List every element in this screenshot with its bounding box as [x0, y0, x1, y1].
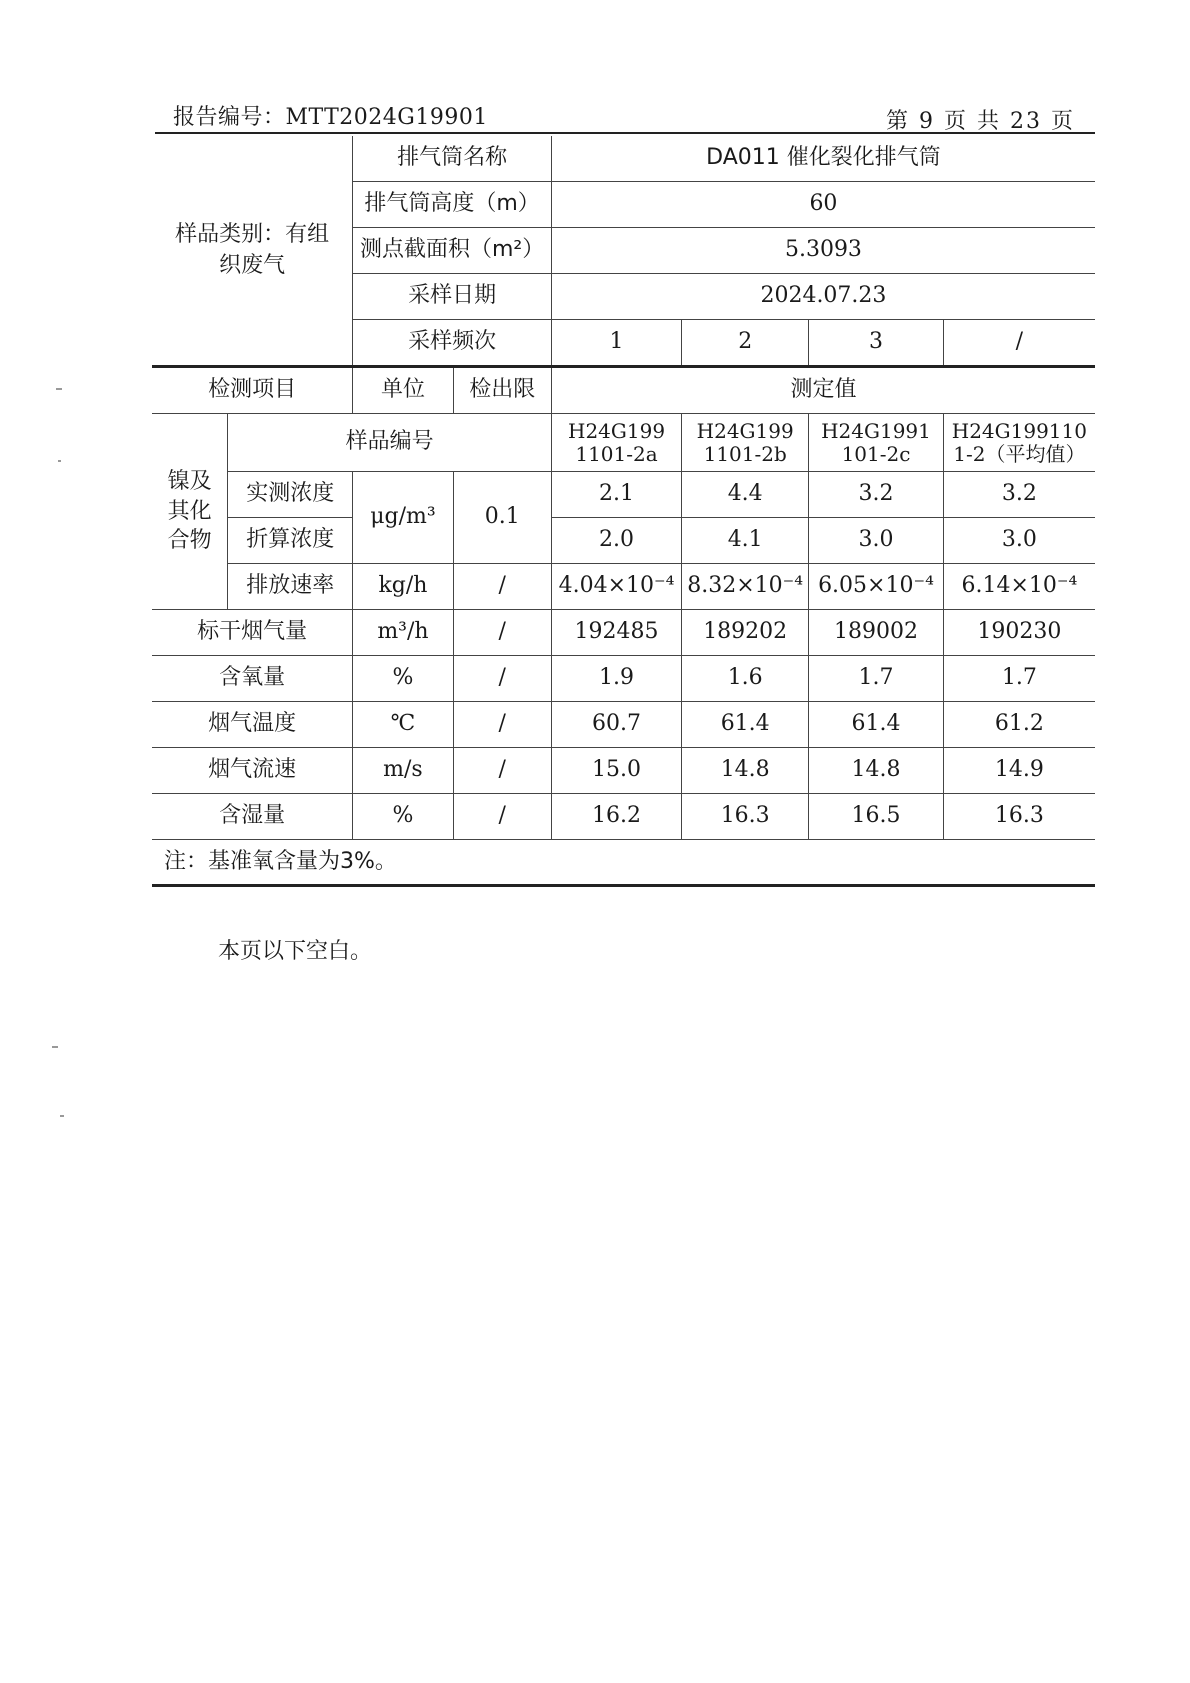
conc-unit: μg/m³ — [353, 472, 453, 564]
converted-conc-value: 3.0 — [809, 518, 944, 564]
emission-rate-label: 排放速率 — [228, 564, 353, 610]
row-unit: % — [353, 794, 453, 840]
frequency-cell: 2 — [682, 320, 809, 367]
row-value: 16.3 — [682, 794, 809, 840]
row-value: 61.4 — [682, 702, 809, 748]
row-value: 1.7 — [809, 656, 944, 702]
row-value: 16.3 — [943, 794, 1095, 840]
converted-conc-value: 4.1 — [682, 518, 809, 564]
page-number: 第 9 页 共 23 页 — [886, 109, 1075, 134]
report-number: 报告编号：MTT2024G19901 — [173, 105, 488, 130]
row-value: 1.6 — [682, 656, 809, 702]
row-value: 16.2 — [551, 794, 681, 840]
rate-limit: / — [453, 564, 551, 610]
converted-conc-label: 折算浓度 — [228, 518, 353, 564]
row-unit: m/s — [353, 748, 453, 794]
row-limit: / — [453, 702, 551, 748]
section-area-label: 测点截面积（m²） — [353, 228, 552, 274]
blank-below-note: 本页以下空白。 — [218, 939, 373, 964]
sampling-date-label: 采样日期 — [353, 274, 552, 320]
emission-rate-value: 8.32×10⁻⁴ — [682, 564, 809, 610]
nickel-compound-name: 镍及其化合物 — [152, 414, 228, 610]
page-header — [155, 96, 1085, 134]
row-name: 标干烟气量 — [152, 610, 353, 656]
emission-rate-value: 6.05×10⁻⁴ — [809, 564, 944, 610]
scan-speck — [60, 1115, 64, 1117]
sample-number-label: 样品编号 — [228, 414, 552, 472]
note: 注：基准氧含量为3%。 — [152, 840, 1095, 886]
stack-height-label: 排气筒高度（m） — [353, 182, 552, 228]
emission-rate-value: 4.04×10⁻⁴ — [551, 564, 681, 610]
header-rule — [155, 132, 1095, 134]
scan-speck — [52, 1046, 58, 1048]
row-value: 60.7 — [551, 702, 681, 748]
sample-category: 样品类别：有组织废气 — [152, 136, 353, 367]
row-value: 14.8 — [682, 748, 809, 794]
row-limit: / — [453, 748, 551, 794]
row-value: 1.9 — [551, 656, 681, 702]
header-unit: 单位 — [353, 367, 453, 414]
row-value: 190230 — [943, 610, 1095, 656]
row-value: 1.7 — [943, 656, 1095, 702]
sample-id: H24G199 1101-2b — [682, 414, 809, 472]
frequency-cell: / — [943, 320, 1095, 367]
row-value: 61.4 — [809, 702, 944, 748]
header-item: 检测项目 — [152, 367, 353, 414]
frequency-cell: 1 — [551, 320, 681, 367]
report-table — [152, 136, 1095, 887]
measured-conc-label: 实测浓度 — [228, 472, 353, 518]
row-value: 189202 — [682, 610, 809, 656]
row-value: 192485 — [551, 610, 681, 656]
row-value: 189002 — [809, 610, 944, 656]
row-value: 16.5 — [809, 794, 944, 840]
frequency-label: 采样频次 — [353, 320, 552, 367]
header-limit: 检出限 — [453, 367, 551, 414]
converted-conc-value: 2.0 — [551, 518, 681, 564]
row-unit: % — [353, 656, 453, 702]
row-value: 14.8 — [809, 748, 944, 794]
conc-limit: 0.1 — [453, 472, 551, 564]
rate-unit: kg/h — [353, 564, 453, 610]
frequency-cell: 3 — [809, 320, 944, 367]
measured-conc-value: 4.4 — [682, 472, 809, 518]
scan-speck — [58, 460, 61, 462]
row-unit: ℃ — [353, 702, 453, 748]
sample-id: H24G199110 1-2（平均值） — [943, 414, 1095, 472]
stack-name-label: 排气筒名称 — [353, 136, 552, 182]
row-unit: m³/h — [353, 610, 453, 656]
sample-id: H24G199 1101-2a — [551, 414, 681, 472]
measured-conc-value: 2.1 — [551, 472, 681, 518]
row-value: 61.2 — [943, 702, 1095, 748]
row-limit: / — [453, 610, 551, 656]
stack-height-value: 60 — [551, 182, 1095, 228]
header-measured: 测定值 — [551, 367, 1095, 414]
row-limit: / — [453, 794, 551, 840]
emission-rate-value: 6.14×10⁻⁴ — [943, 564, 1095, 610]
row-value: 15.0 — [551, 748, 681, 794]
sample-id: H24G1991 101-2c — [809, 414, 944, 472]
sampling-date-value: 2024.07.23 — [551, 274, 1095, 320]
row-name: 烟气流速 — [152, 748, 353, 794]
measured-conc-value: 3.2 — [809, 472, 944, 518]
row-value: 14.9 — [943, 748, 1095, 794]
stack-name-value: DA011 催化裂化排气筒 — [551, 136, 1095, 182]
scan-speck — [56, 388, 62, 390]
row-name: 含氧量 — [152, 656, 353, 702]
row-limit: / — [453, 656, 551, 702]
section-area-value: 5.3093 — [551, 228, 1095, 274]
measured-conc-value: 3.2 — [943, 472, 1095, 518]
converted-conc-value: 3.0 — [943, 518, 1095, 564]
row-name: 烟气温度 — [152, 702, 353, 748]
row-name: 含湿量 — [152, 794, 353, 840]
